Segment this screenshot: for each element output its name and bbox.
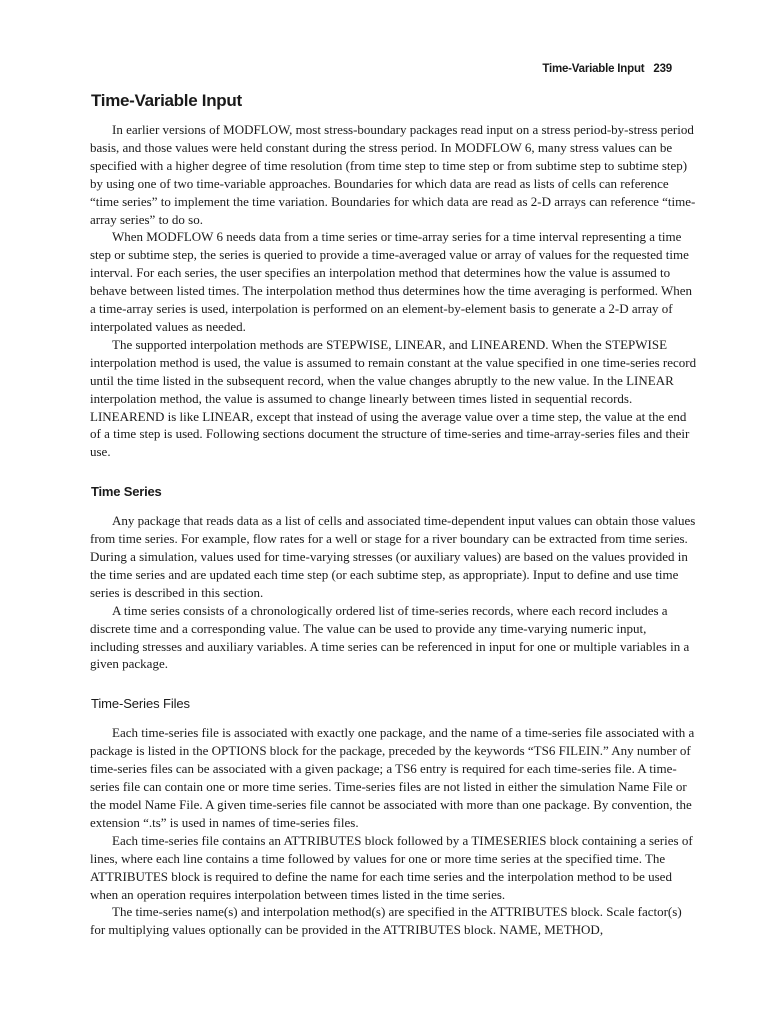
subsubsection-title-time-series-files: Time-Series Files [91, 696, 190, 712]
body-paragraph: The time-series name(s) and interpolation method(s) are specified in the ATTRIBUTES block. Scale factor(s) for multiplying values optionally can be provided in the ATTRIBUTES block. NAME, METHOD, [90, 904, 682, 938]
running-head-title: Time-Variable Input [542, 63, 645, 75]
page-number: 239 [653, 63, 672, 75]
running-head [542, 63, 672, 75]
body-paragraph: Each time-series file contains an ATTRIBUTES block followed by a TIMESERIES block containing a series of lines, where each line contains a time followed by values for one or more time series at the specified time. The ATTRIBUTES block is required to define the name for each time series and the interpolation method to be used when an operation requires interpolation between times listed in the time series. [90, 832, 693, 902]
body-paragraph: Any package that reads data as a list of cells and associated time-dependent input values can obtain those values from time series. For example, flow rates for a well or stage for a river boundary can be extracted from time series. During a simulation, values used for time-varying stresses (or auxiliary values) are based on the values provided in the time series and are updated each time step (or each subtime step, as appropriate). Input to define and use time series is described in this section. [90, 513, 696, 600]
body-paragraph: When MODFLOW 6 needs data from a time series or time-array series for a time interval representing a time step or subtime step, the series is queried to provide a time-averaged value or array of values for the requested time interval. For each series, the user specifies an interpolation method that determines how the value is assumed to behave between listed times. The interpolation method thus determines how the time averaging is performed. When a time-array series is used, interpolation is performed on an element-by-element basis to generate a 2-D array of interpolated values as needed. [90, 229, 693, 334]
body-paragraph: Each time-series file is associated with exactly one package, and the name of a time-series file associated with a package is listed in the OPTIONS block for the package, preceded by the keywords “TS6 FILEIN.” Any number of time-series files can be associated with a given package; a TS6 entry is required for each time-series file. A time-series file can contain one or more time series. Time-series files are not listed in either the simulation Name File or the model Name File. A given time-series file cannot be associated with more than one package. By convention, the extension “.ts” is used in names of time-series files. [90, 725, 695, 830]
body-paragraph: In earlier versions of MODFLOW, most stress-boundary packages read input on a stress period-by-stress period basis, and those values were held constant during the stress period. In MODFLOW 6, many stress values can be specified with a higher degree of time resolution (from time step to time step or from subtime step to subtime step) by using one of two time-variable approaches. Boundaries for which data are read as lists of cells can reference “time series” to implement the time variation. Boundaries for which data are read as 2-D arrays can reference “time-array series” to do so. [90, 122, 696, 227]
body-paragraph: A time series consists of a chronologically ordered list of time-series records, where each record includes a discrete time and a corresponding value. The value can be used to provide any time-varying numeric input, including stresses and auxiliary variables. A time series can be referenced in input for one or multiple variables in a given package. [90, 602, 690, 672]
page-body [90, 90, 698, 939]
body-paragraph: The supported interpolation methods are STEPWISE, LINEAR, and LINEAREND. When the STEPWISE interpolation method is used, the value is assumed to remain constant at the value specified in one time-series record until the time listed in the subsequent record, when the value changes abruptly to the new value. In the LINEAR interpolation method, the value is assumed to change linearly between times listed in sequential records. LINEAREND is like LINEAR, except that instead of using the average value over a time step, the value at the end of a time step is used. Following sections document the structure of time-series and time-array-series files and their use. [90, 336, 697, 460]
section-title: Time-Variable Input [91, 91, 242, 110]
subsection-title-time-series: Time Series [91, 484, 162, 500]
